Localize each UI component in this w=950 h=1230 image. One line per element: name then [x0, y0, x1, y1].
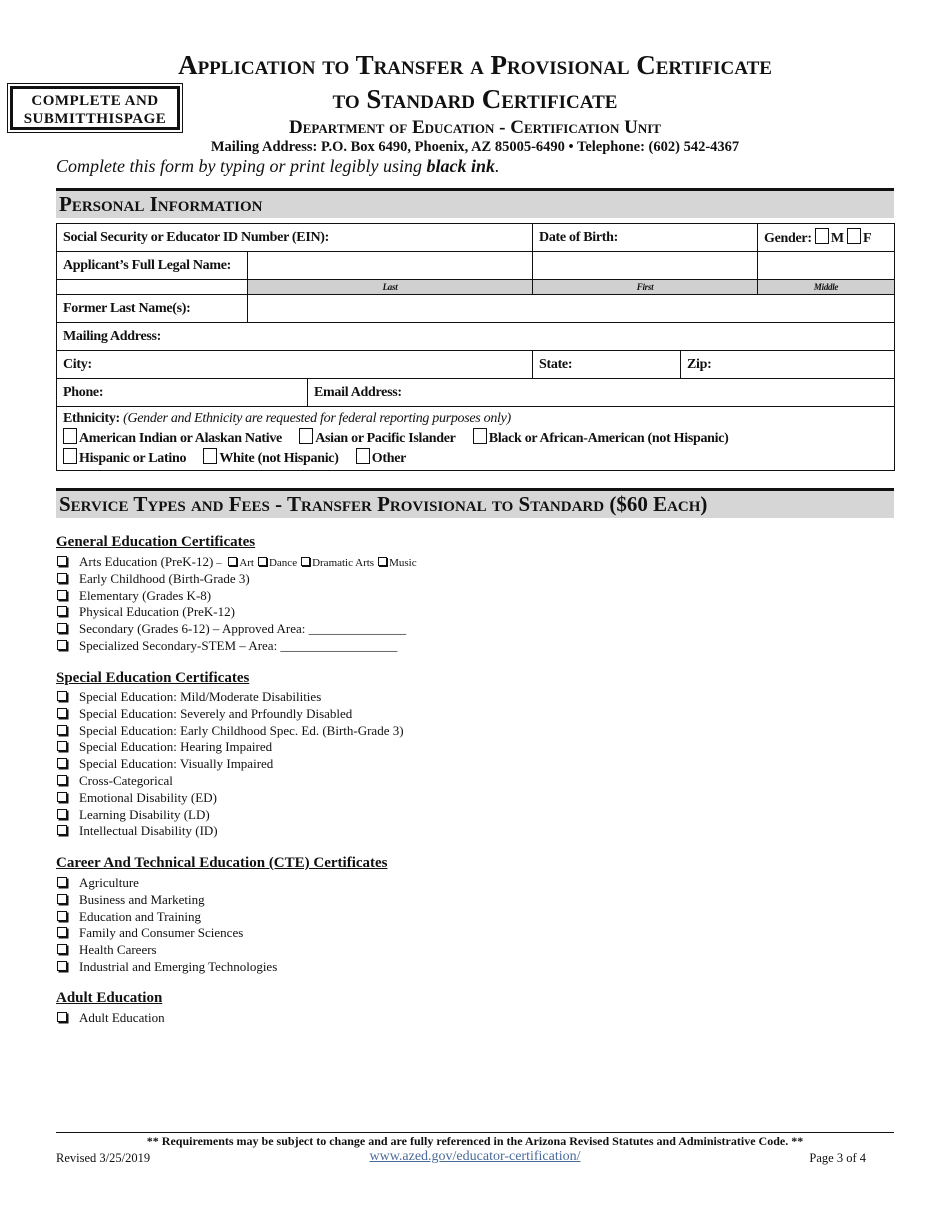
- department-name: Department of Education - Certification Unit: [289, 117, 661, 138]
- item-checkbox[interactable]: [57, 1012, 67, 1022]
- item-label: Education and Training: [79, 908, 202, 924]
- list-item: [56, 689, 404, 706]
- footer-requirements: ** Requirements may be subject to change and are fully referenced in the Arizona Revised Statutes and Administrative Code. **: [146, 1134, 804, 1148]
- page-number: Page 3 of 4: [809, 1151, 866, 1165]
- item-checkbox[interactable]: [57, 877, 67, 887]
- personal-info-table: [56, 223, 895, 471]
- item-checkbox[interactable]: [57, 573, 67, 583]
- phone-field[interactable]: [57, 379, 308, 407]
- phone-label: Phone:: [63, 384, 104, 400]
- list-item: [56, 554, 417, 571]
- item-checkbox[interactable]: [57, 894, 67, 904]
- item-checkbox[interactable]: [57, 741, 67, 751]
- music-label: Music: [389, 557, 417, 569]
- gender-field: [758, 224, 895, 252]
- arts-education-checkbox[interactable]: [57, 556, 67, 566]
- list-item: [56, 756, 404, 773]
- list-item: [56, 638, 417, 655]
- item-label: Special Education: Severely and Prfoundly Disabled: [79, 705, 353, 721]
- eth-asian-label: Asian or Pacific Islander: [315, 431, 456, 446]
- email-label: Email Address:: [314, 384, 402, 400]
- name-caption-spacer: [57, 280, 248, 295]
- eth-black-label: Black or African-American (not Hispanic): [488, 431, 729, 446]
- item-label: Specialized Secondary-STEM – Area: __________________: [79, 637, 398, 653]
- item-checkbox[interactable]: [57, 809, 67, 819]
- cte-title: Career And Technical Education (CTE) Certificates: [56, 855, 388, 871]
- item-label: Physical Education (PreK-12): [79, 604, 235, 620]
- first-name-input[interactable]: [533, 252, 758, 280]
- item-checkbox[interactable]: [57, 927, 67, 937]
- dance-checkbox[interactable]: [258, 557, 267, 566]
- eth-white-checkbox[interactable]: [203, 448, 217, 464]
- form-instructions: [56, 156, 500, 177]
- former-name-input[interactable]: [248, 295, 895, 323]
- item-label: Special Education: Visually Impaired: [79, 756, 274, 772]
- instruction-text: Complete this form by typing or print legibly using: [56, 156, 427, 176]
- dramatic-arts-checkbox[interactable]: [301, 557, 310, 566]
- eth-american-indian-label: American Indian or Alaskan Native: [79, 431, 282, 446]
- item-checkbox[interactable]: [57, 708, 67, 718]
- adult-education-list: [56, 1010, 165, 1027]
- item-label: Special Education: Mild/Moderate Disabilities: [79, 689, 322, 704]
- music-checkbox[interactable]: [378, 557, 387, 566]
- eth-hispanic-checkbox[interactable]: [63, 448, 77, 464]
- dramatic-arts-label: Dramatic Arts: [312, 557, 375, 569]
- list-item: [56, 621, 417, 638]
- stamp-line2: SUBMITTHISPAGE: [23, 111, 167, 127]
- personal-info-heading: Personal Information: [56, 188, 894, 218]
- eth-hispanic-label: Hispanic or Latino: [79, 451, 187, 466]
- item-label: Health Careers: [79, 942, 157, 958]
- list-item: [56, 909, 277, 926]
- cte-list: [56, 875, 277, 976]
- arts-education-label: Arts Education (PreK-12): [79, 554, 214, 569]
- gender-f-label: F: [863, 231, 872, 246]
- list-item: [56, 604, 417, 621]
- list-item: [56, 892, 277, 909]
- state-field[interactable]: [533, 351, 681, 379]
- item-label: Adult Education: [79, 1010, 165, 1025]
- art-checkbox[interactable]: [228, 557, 237, 566]
- city-field[interactable]: [57, 351, 533, 379]
- arts-dash: –: [213, 557, 225, 569]
- item-label: Intellectual Disability (ID): [79, 823, 218, 839]
- list-item: [56, 739, 404, 756]
- gender-m-checkbox[interactable]: [815, 228, 829, 244]
- eth-asian-checkbox[interactable]: [299, 428, 313, 444]
- list-item: [56, 790, 404, 807]
- list-item: [56, 723, 404, 740]
- item-checkbox[interactable]: [57, 590, 67, 600]
- dob-label: Date of Birth:: [539, 229, 619, 245]
- special-education-list: [56, 689, 404, 840]
- list-item: [56, 1010, 165, 1027]
- item-label: Emotional Disability (ED): [79, 789, 217, 805]
- last-caption: Last: [248, 280, 533, 295]
- full-name-label-cell: [57, 252, 248, 280]
- ein-field[interactable]: [57, 224, 533, 252]
- list-item: [56, 823, 404, 840]
- ethnicity-note: (Gender and Ethnicity are requested for federal reporting purposes only): [123, 411, 511, 426]
- middle-caption: Middle: [758, 280, 895, 295]
- adult-education-title: Adult Education: [56, 990, 163, 1006]
- first-caption: First: [533, 280, 758, 295]
- list-item: [56, 925, 277, 942]
- item-checkbox[interactable]: [57, 944, 67, 954]
- item-label: Family and Consumer Sciences: [79, 925, 244, 941]
- revised-date: Revised 3/25/2019: [56, 1151, 151, 1165]
- item-label: Special Education: Hearing Impaired: [79, 739, 273, 755]
- item-checkbox[interactable]: [57, 758, 67, 768]
- list-item: [56, 706, 404, 723]
- instruction-end: .: [495, 156, 500, 176]
- eth-other-label: Other: [371, 451, 407, 466]
- last-name-input[interactable]: [248, 252, 533, 280]
- eth-american-indian-checkbox[interactable]: [63, 428, 77, 444]
- gender-m-label: M: [830, 231, 844, 246]
- eth-white-label: White (not Hispanic): [219, 451, 339, 466]
- item-label: Business and Marketing: [79, 891, 205, 907]
- list-item: [56, 875, 277, 892]
- list-item: [56, 959, 277, 976]
- item-label: Agriculture: [79, 875, 139, 890]
- middle-name-input[interactable]: [758, 252, 895, 280]
- zip-label: Zip:: [687, 356, 712, 372]
- gender-f-checkbox[interactable]: [847, 228, 861, 244]
- item-checkbox[interactable]: [57, 606, 67, 616]
- ethnicity-label: Ethnicity:: [63, 411, 120, 426]
- item-label: Cross-Categorical: [79, 772, 173, 788]
- general-education-list: [56, 554, 417, 655]
- eth-other-checkbox[interactable]: [356, 448, 370, 464]
- form-title-line2: to Standard Certificate: [332, 84, 618, 114]
- item-checkbox[interactable]: [57, 961, 67, 971]
- general-education-title: General Education Certificates: [56, 534, 256, 550]
- former-name-label: Former Last Name(s):: [63, 300, 191, 316]
- instruction-bold: black ink: [426, 156, 495, 176]
- item-checkbox[interactable]: [57, 725, 67, 735]
- item-checkbox[interactable]: [57, 792, 67, 802]
- item-label: Special Education: Early Childhood Spec. Ed. (Birth-Grade 3): [79, 722, 404, 738]
- item-label: Early Childhood (Birth-Grade 3): [79, 570, 250, 586]
- mailing-address-label: Mailing Address:: [63, 328, 162, 344]
- state-label: State:: [539, 356, 573, 372]
- art-label: Art: [239, 557, 254, 569]
- email-field[interactable]: [308, 379, 895, 407]
- mailing-address-line: Mailing Address: P.O. Box 6490, Phoenix, AZ 85005-6490 • Telephone: (602) 542-4367: [210, 139, 740, 155]
- item-label: Learning Disability (LD): [79, 806, 210, 822]
- city-label: City:: [63, 356, 92, 372]
- gender-label: Gender:: [764, 231, 812, 246]
- list-item: [56, 588, 417, 605]
- item-checkbox[interactable]: [57, 775, 67, 785]
- full-name-label: Applicant’s Full Legal Name:: [63, 257, 232, 273]
- stamp-line1: COMPLETE AND: [31, 93, 159, 109]
- item-checkbox[interactable]: [57, 911, 67, 921]
- list-item: [56, 773, 404, 790]
- footer-divider: [56, 1132, 894, 1133]
- ein-label: Social Security or Educator ID Number (EIN):: [63, 229, 330, 245]
- dob-field[interactable]: [533, 224, 758, 252]
- former-name-label-cell: [57, 295, 248, 323]
- form-title-line1: Application to Transfer a Provisional Certificate: [178, 50, 772, 80]
- service-types-heading: Service Types and Fees - Transfer Provisional to Standard ($60 Each): [56, 488, 894, 518]
- special-education-title: Special Education Certificates: [56, 670, 250, 686]
- ethnicity-field: [57, 407, 895, 471]
- item-checkbox[interactable]: [57, 623, 67, 633]
- dance-label: Dance: [268, 557, 298, 569]
- list-item: [56, 807, 404, 824]
- mailing-address-field[interactable]: [57, 323, 895, 351]
- item-label: Secondary (Grades 6-12) – Approved Area: _______________: [79, 621, 407, 637]
- list-item: [56, 942, 277, 959]
- certification-link[interactable]: www.azed.gov/educator-certification/: [369, 1149, 581, 1164]
- eth-black-checkbox[interactable]: [473, 428, 487, 444]
- item-label: Elementary (Grades K-8): [79, 587, 212, 603]
- item-checkbox[interactable]: [57, 825, 67, 835]
- zip-field[interactable]: [681, 351, 895, 379]
- item-label: Industrial and Emerging Technologies: [79, 958, 278, 974]
- item-checkbox[interactable]: [57, 640, 67, 650]
- list-item: [56, 571, 417, 588]
- item-checkbox[interactable]: [57, 691, 67, 701]
